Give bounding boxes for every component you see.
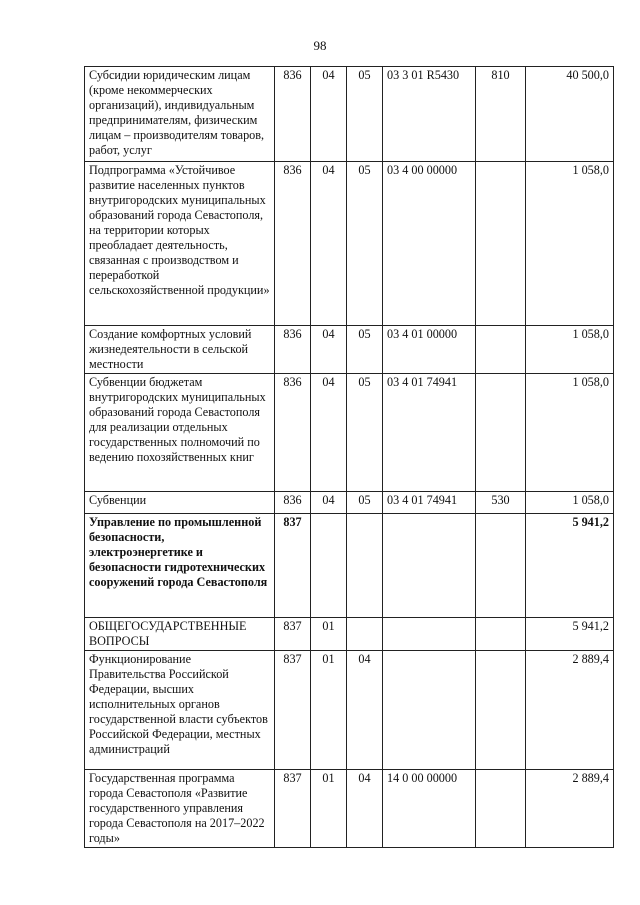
row-sum: 2 889,4	[526, 770, 614, 848]
table-row	[85, 67, 614, 162]
row-pr: 05	[347, 67, 383, 162]
row-vr: 530	[476, 492, 526, 514]
row-name: Функционирование Правительства Российской Федерации, высших исполнительных органов государственной власти субъектов Российской Федерации, местных администраций	[85, 651, 275, 770]
row-vr	[476, 651, 526, 770]
row-csr: 03 4 01 00000	[383, 326, 476, 374]
table-row	[85, 514, 614, 618]
row-ved: 837	[275, 770, 311, 848]
row-name: Государственная программа города Севастополя «Развитие государственного управления города Севастополя на 2017–2022 годы»	[85, 770, 275, 848]
row-csr: 03 4 01 74941	[383, 374, 476, 492]
table-row	[85, 492, 614, 514]
row-vr	[476, 770, 526, 848]
row-sum: 5 941,2	[526, 618, 614, 651]
row-csr: 14 0 00 00000	[383, 770, 476, 848]
row-rz: 04	[311, 492, 347, 514]
row-pr: 05	[347, 162, 383, 326]
row-name: Создание комфортных условий жизнедеятельности в сельской местности	[85, 326, 275, 374]
row-csr	[383, 514, 476, 618]
row-name: Субвенции	[85, 492, 275, 514]
row-ved: 836	[275, 67, 311, 162]
table-row	[85, 651, 614, 770]
row-rz: 04	[311, 162, 347, 326]
row-rz: 01	[311, 618, 347, 651]
row-rz: 04	[311, 374, 347, 492]
row-csr: 03 3 01 R5430	[383, 67, 476, 162]
row-sum: 2 889,4	[526, 651, 614, 770]
row-vr	[476, 162, 526, 326]
row-ved: 836	[275, 162, 311, 326]
row-ved: 836	[275, 492, 311, 514]
row-rz: 01	[311, 651, 347, 770]
row-vr	[476, 514, 526, 618]
row-sum: 1 058,0	[526, 326, 614, 374]
row-ved: 837	[275, 651, 311, 770]
row-pr	[347, 618, 383, 651]
row-rz: 04	[311, 326, 347, 374]
row-vr	[476, 618, 526, 651]
row-sum: 1 058,0	[526, 162, 614, 326]
row-pr	[347, 514, 383, 618]
row-vr	[476, 374, 526, 492]
row-rz: 04	[311, 67, 347, 162]
table-row	[85, 770, 614, 848]
row-ved: 836	[275, 374, 311, 492]
row-name: Подпрограмма «Устойчивое развитие населенных пунктов внутригородских муниципальных образований города Севастополя, на территории которых преобладает деятельность, связанная с производством и переработкой сельскохозяйственной продукции»	[85, 162, 275, 326]
table-row	[85, 618, 614, 651]
page-number: 98	[313, 38, 327, 53]
row-csr	[383, 651, 476, 770]
row-csr: 03 4 00 00000	[383, 162, 476, 326]
row-sum: 1 058,0	[526, 492, 614, 514]
table-row	[85, 162, 614, 326]
table-row	[85, 326, 614, 374]
row-pr: 05	[347, 374, 383, 492]
row-rz	[311, 514, 347, 618]
row-sum: 40 500,0	[526, 67, 614, 162]
row-ved: 837	[275, 514, 311, 618]
row-name: Субвенции бюджетам внутригородских муниципальных образований города Севастополя для реализации отдельных государственных полномочий по ведению похозяйственных книг	[85, 374, 275, 492]
budget-table	[84, 66, 614, 848]
row-name: ОБЩЕГОСУДАРСТВЕННЫЕ ВОПРОСЫ	[85, 618, 275, 651]
row-pr: 05	[347, 326, 383, 374]
row-rz: 01	[311, 770, 347, 848]
row-sum: 5 941,2	[526, 514, 614, 618]
row-pr: 04	[347, 651, 383, 770]
row-vr: 810	[476, 67, 526, 162]
row-vr	[476, 326, 526, 374]
row-name: Управление по промышленной безопасности, электроэнергетике и безопасности гидротехнических сооружений города Севастополя	[85, 514, 275, 618]
row-ved: 837	[275, 618, 311, 651]
row-pr: 04	[347, 770, 383, 848]
row-sum: 1 058,0	[526, 374, 614, 492]
row-csr: 03 4 01 74941	[383, 492, 476, 514]
row-ved: 836	[275, 326, 311, 374]
row-csr	[383, 618, 476, 651]
row-name: Субсидии юридическим лицам (кроме некоммерческих организаций), индивидуальным предпринимателям, физическим лицам – производителям товаров, работ, услуг	[85, 67, 275, 162]
table-row	[85, 374, 614, 492]
row-pr: 05	[347, 492, 383, 514]
